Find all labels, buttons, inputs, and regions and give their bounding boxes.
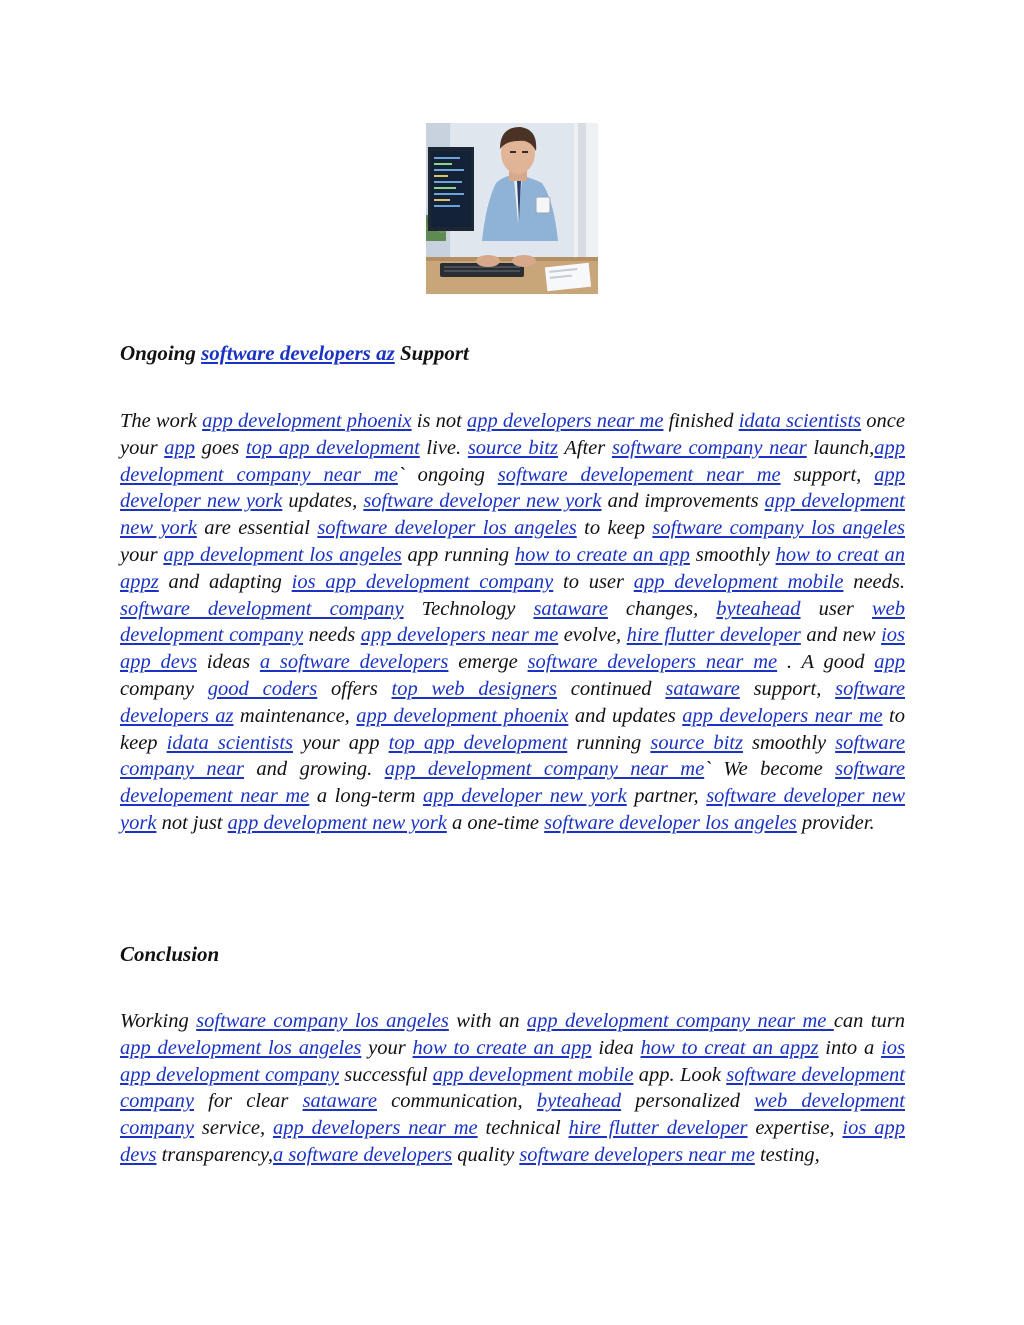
hyperlink[interactable]: how to create an app (514, 543, 690, 566)
text-run: Conclusion (120, 942, 220, 966)
text-run: once your (120, 410, 906, 459)
hyperlink[interactable]: app development los angeles (163, 543, 402, 566)
hyperlink[interactable]: how to create an app (412, 1036, 592, 1059)
text-run: and adapting (158, 570, 292, 593)
hyperlink[interactable]: app development company near me (120, 436, 906, 486)
text-run: Working (120, 1010, 197, 1032)
hyperlink[interactable]: software developer new york (363, 490, 602, 513)
text-run: offers (317, 677, 392, 700)
hyperlink[interactable]: top app development (388, 731, 568, 754)
text-run: and growing. (244, 758, 385, 781)
developer-illustration-graphic (426, 123, 598, 294)
text-run: Support (394, 341, 469, 365)
hyperlink[interactable]: app developer new york (423, 785, 627, 808)
hyperlink[interactable]: app development mobile (432, 1063, 634, 1086)
hyperlink[interactable]: software developers az (201, 341, 395, 365)
text-run: goes (195, 436, 246, 459)
hyperlink[interactable]: software developement near me (497, 463, 781, 486)
hyperlink[interactable]: software company near (120, 731, 905, 781)
text-run: your app (293, 731, 389, 754)
paragraph-ongoing-support (120, 408, 905, 837)
hyperlink[interactable]: how to creat an appz (640, 1036, 819, 1059)
hyperlink[interactable]: app development company near me (526, 1010, 834, 1032)
hyperlink[interactable]: app developers near me (682, 704, 883, 727)
hyperlink[interactable]: hire flutter developer (626, 624, 801, 647)
text-run: a one-time (446, 811, 545, 834)
text-run: ` ongoing (397, 463, 498, 486)
hyperlink[interactable]: software company near (611, 436, 807, 459)
hyperlink[interactable]: how to creat an appz (120, 543, 905, 593)
text-run: ideas (196, 651, 260, 674)
hyperlink[interactable]: software developer los angeles (317, 517, 577, 540)
text-run: testing, (754, 1143, 820, 1166)
text-run: The work (120, 410, 203, 432)
text-run: into a (818, 1036, 882, 1059)
text-run: continued (556, 677, 666, 700)
hyperlink[interactable]: app developer new york (120, 463, 905, 513)
hyperlink[interactable]: a software developers (259, 651, 449, 674)
hyperlink[interactable]: byteahead (716, 597, 801, 620)
text-run: for clear (194, 1090, 303, 1113)
text-run: technical (477, 1117, 569, 1140)
section-heading-conclusion (120, 942, 219, 966)
text-run: . A good (777, 651, 875, 674)
developer-illustration (426, 123, 598, 294)
text-run: After (557, 436, 612, 459)
hyperlink[interactable]: sataware (533, 597, 608, 620)
text-run: running (567, 731, 651, 754)
text-run: personalized (621, 1090, 755, 1113)
hyperlink[interactable]: sataware (302, 1090, 377, 1113)
hyperlink[interactable]: byteahead (536, 1090, 622, 1113)
text-run: live. (419, 436, 468, 459)
text-run: changes, (607, 597, 717, 620)
text-run: can turn (833, 1010, 906, 1032)
hyperlink[interactable]: software development company (120, 1063, 906, 1113)
hyperlink[interactable]: app (164, 436, 195, 459)
text-run: launch, (806, 436, 875, 459)
paragraph-conclusion (120, 1008, 905, 1169)
text-run: expertise, (747, 1117, 843, 1140)
text-run: user (800, 597, 872, 620)
text-run: communication, (376, 1090, 537, 1113)
text-run: your (361, 1036, 413, 1059)
text-run: evolve, (558, 624, 627, 647)
text-run: idea (591, 1036, 641, 1059)
text-run: and improvements (601, 490, 765, 513)
hyperlink[interactable]: sataware (665, 677, 740, 700)
hyperlink[interactable]: hire flutter developer (568, 1117, 748, 1140)
hyperlink[interactable]: a software developers (272, 1143, 453, 1166)
hyperlink[interactable]: software company los angeles (196, 1010, 449, 1032)
text-run: to keep (120, 704, 906, 754)
text-run: Technology (403, 597, 534, 620)
text-run: not just (156, 811, 228, 834)
hyperlink[interactable]: source bitz (650, 731, 743, 754)
hyperlink[interactable]: app developers near me (360, 624, 559, 647)
text-run: and new (800, 624, 882, 647)
hyperlink[interactable]: app development new york (120, 490, 905, 540)
text-run: company (120, 677, 208, 700)
hyperlink[interactable]: ios app devs (120, 1117, 905, 1166)
text-run: support, (780, 463, 875, 486)
text-run: support, (739, 677, 836, 700)
text-run: app running (401, 543, 515, 566)
text-run: provider. (796, 811, 875, 834)
text-run: with an (448, 1010, 527, 1032)
hyperlink[interactable]: app development company near me (384, 758, 705, 781)
hyperlink[interactable]: source bitz (467, 436, 558, 459)
hyperlink[interactable]: app development new york (227, 811, 447, 834)
hyperlink[interactable]: app development mobile (633, 570, 844, 593)
text-run: to user (553, 570, 634, 593)
hyperlink[interactable]: ios app devs (120, 624, 905, 674)
hyperlink[interactable]: web development company (120, 1090, 905, 1140)
section-heading-ongoing-support (120, 341, 469, 365)
text-run: Ongoing (120, 341, 202, 365)
hyperlink[interactable]: app developers near me (272, 1117, 478, 1140)
text-run: app. Look (633, 1063, 727, 1086)
text-run: quality (452, 1143, 520, 1166)
text-run: your (120, 543, 164, 566)
text-run: transparency, (156, 1143, 273, 1166)
hyperlink[interactable]: software developers az (120, 677, 906, 727)
hyperlink[interactable]: ios app development company (291, 570, 554, 593)
text-run: maintenance, (233, 704, 357, 727)
text-run: needs (303, 624, 361, 647)
hyperlink[interactable]: app development los angeles (120, 1036, 362, 1059)
text-run: successful (338, 1063, 433, 1086)
text-run: updates, (282, 490, 364, 513)
hyperlink[interactable]: software developers near me (527, 651, 778, 674)
hyperlink[interactable]: app development phoenix (356, 704, 569, 727)
text-run: smoothly (742, 731, 836, 754)
text-run: and updates (568, 704, 683, 727)
text-run: service, (194, 1117, 273, 1140)
text-run: needs. (843, 570, 905, 593)
hyperlink[interactable]: software company los angeles (652, 517, 905, 540)
hyperlink[interactable]: app development phoenix (202, 410, 412, 432)
hyperlink[interactable]: software development company (120, 597, 404, 620)
hyperlink[interactable]: software developer new york (120, 785, 906, 834)
text-run: emerge (448, 651, 528, 674)
text-run: is not (411, 410, 467, 432)
hyperlink[interactable]: software developers near me (519, 1143, 755, 1166)
text-run: smoothly (689, 543, 776, 566)
hyperlink[interactable]: good coders (207, 677, 318, 700)
hyperlink[interactable]: software developer los angeles (544, 811, 797, 834)
hyperlink[interactable]: top app development (245, 436, 420, 459)
hyperlink[interactable]: app developers near me (466, 410, 664, 432)
text-run: finished (663, 410, 739, 432)
hyperlink[interactable]: idata scientists (738, 410, 862, 432)
hyperlink[interactable]: ios app development company (120, 1036, 905, 1086)
hyperlink[interactable]: top web designers (391, 677, 557, 700)
text-run: to keep (576, 517, 653, 540)
hyperlink[interactable]: idata scientists (166, 731, 294, 754)
text-run: partner, (626, 785, 707, 808)
hyperlink[interactable]: software developement near me (120, 758, 905, 808)
text-run: are essential (196, 517, 318, 540)
hyperlink[interactable]: app (874, 651, 905, 674)
text-run: a long-term (309, 785, 424, 808)
hyperlink[interactable]: web development company (120, 597, 905, 647)
text-run: ` We become (704, 758, 836, 781)
